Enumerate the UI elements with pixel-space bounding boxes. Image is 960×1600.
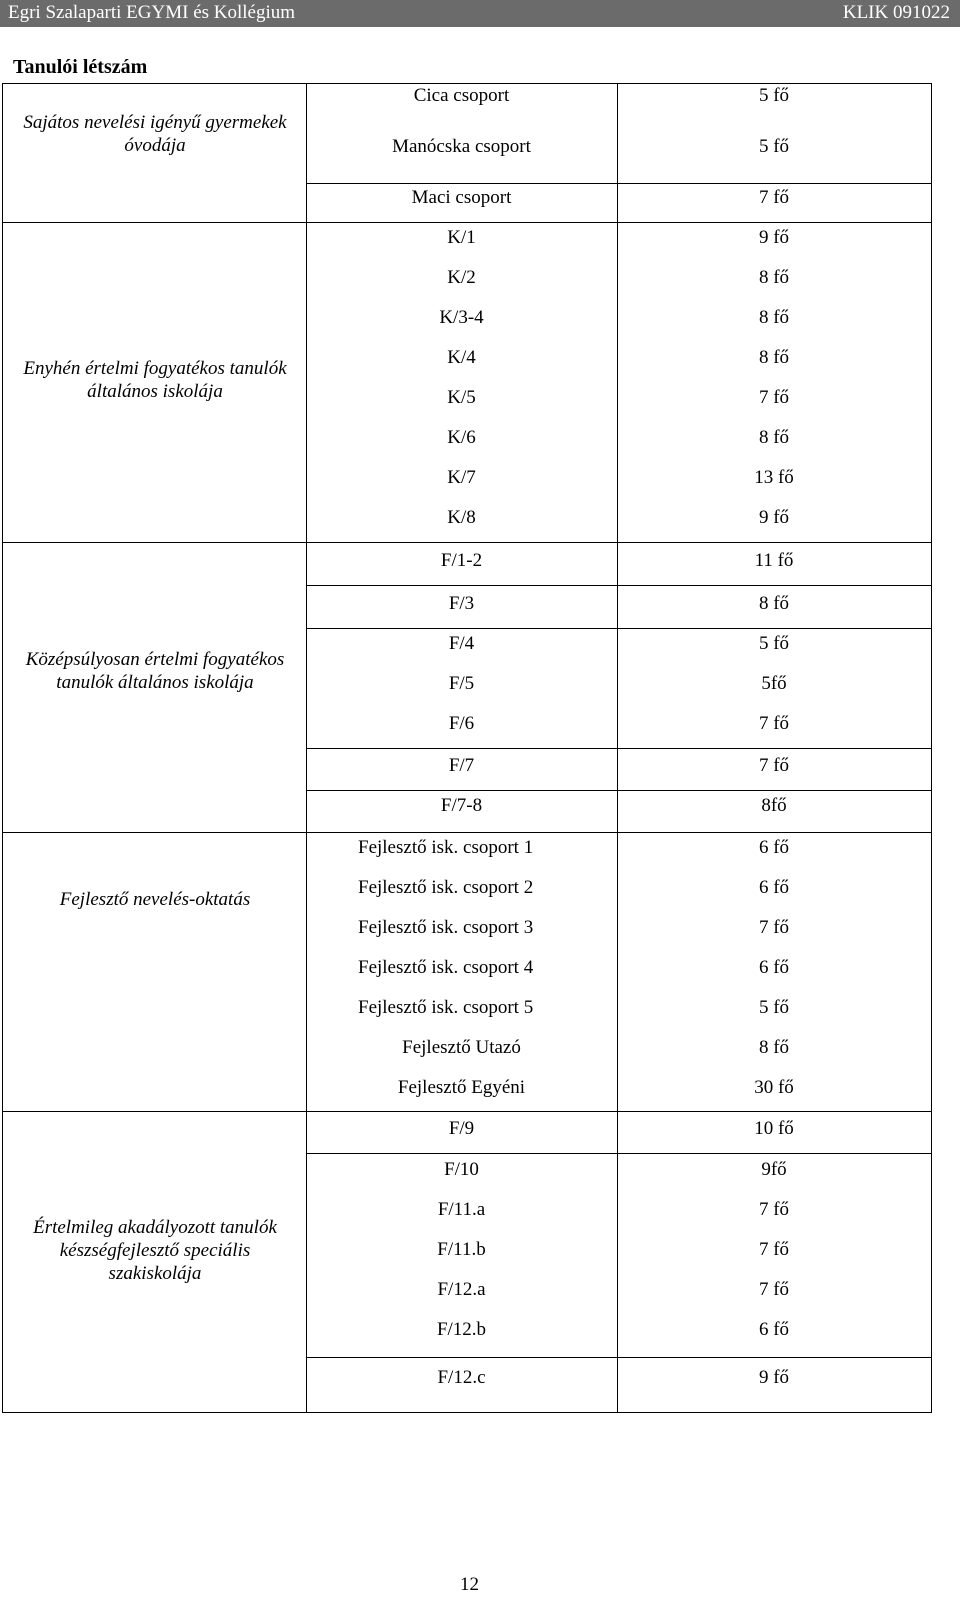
student-count-cell: 6 fő bbox=[758, 957, 790, 978]
group-name-cell: F/11.a bbox=[437, 1199, 486, 1220]
student-count-cell: 6 fő bbox=[758, 1319, 790, 1340]
student-count-cell: 11 fő bbox=[754, 550, 794, 571]
category-moderate-disability-school: Középsúlyosan értelmi fogyatékos tanulók általános iskolája bbox=[25, 649, 285, 693]
row-separator bbox=[306, 183, 932, 184]
table-border-top bbox=[2, 83, 932, 84]
student-count-cell: 7 fő bbox=[758, 387, 790, 408]
student-count-cell: 7 fő bbox=[758, 713, 790, 734]
group-name-cell: K/5 bbox=[447, 387, 476, 408]
student-count-cell: 6 fő bbox=[758, 837, 790, 858]
student-count-cell: 8 fő bbox=[758, 347, 790, 368]
group-name-cell: Cica csoport bbox=[413, 85, 510, 106]
student-count-cell: 8 fő bbox=[758, 267, 790, 288]
group-name-cell: K/1 bbox=[447, 227, 476, 248]
student-count-cell: 6 fő bbox=[758, 877, 790, 898]
group-name-cell: F/12.c bbox=[437, 1367, 486, 1388]
category-skills-vocational-school: Értelmileg akadályozott tanulók készségfejlesztő speciális szakiskolája bbox=[33, 1217, 277, 1284]
group-name-cell: F/9 bbox=[448, 1118, 475, 1139]
table-border-left bbox=[2, 83, 3, 1413]
group-name-cell: F/1-2 bbox=[440, 550, 483, 571]
row-separator bbox=[306, 628, 932, 629]
category-mild-disability-school: Enyhén értelmi fogyatékos tanulók általános iskolája bbox=[23, 358, 287, 402]
group-name-cell: Fejlesztő isk. csoport 2 bbox=[358, 877, 534, 898]
table-border-bottom bbox=[2, 1412, 932, 1413]
row-separator bbox=[306, 748, 932, 749]
header-school-name: Egri Szalaparti EGYMI és Kollégium bbox=[8, 2, 296, 23]
student-count-cell: 5 fő bbox=[758, 997, 790, 1018]
page-number: 12 bbox=[460, 1574, 479, 1595]
student-count-cell: 10 fő bbox=[754, 1118, 794, 1139]
student-count-cell: 9 fő bbox=[758, 227, 790, 248]
row-separator bbox=[2, 1111, 932, 1112]
student-count-cell: 7 fő bbox=[758, 1239, 790, 1260]
student-count-cell: 7 fő bbox=[758, 187, 790, 208]
student-count-cell: 5fő bbox=[761, 673, 787, 694]
group-name-cell: Fejlesztő isk. csoport 1 bbox=[358, 837, 534, 858]
student-count-cell: 9 fő bbox=[758, 1367, 790, 1388]
group-name-cell: F/7-8 bbox=[440, 795, 483, 816]
student-count-cell: 5 fő bbox=[758, 85, 790, 106]
group-name-cell: Fejlesztő Egyéni bbox=[397, 1077, 526, 1098]
student-count-cell: 7 fő bbox=[758, 1199, 790, 1220]
row-separator bbox=[306, 585, 932, 586]
group-name-cell: K/6 bbox=[447, 427, 476, 448]
group-name-cell: F/7 bbox=[448, 755, 475, 776]
category-development-education: Fejlesztő nevelés-oktatás bbox=[59, 889, 251, 910]
group-name-cell: K/2 bbox=[447, 267, 476, 288]
group-name-cell: Fejlesztő Utazó bbox=[402, 1037, 521, 1058]
group-name-cell: F/10 bbox=[444, 1159, 479, 1180]
group-name-cell: K/4 bbox=[447, 347, 476, 368]
student-count-cell: 8 fő bbox=[758, 307, 790, 328]
row-separator bbox=[306, 790, 932, 791]
category-kindergarten: Sajátos nevelési igényű gyermekek óvodája bbox=[23, 112, 287, 156]
student-count-cell: 5 fő bbox=[758, 136, 790, 157]
group-name-cell: Fejlesztő isk. csoport 4 bbox=[358, 957, 534, 978]
section-title: Tanulói létszám bbox=[13, 56, 148, 78]
page-header bbox=[0, 0, 960, 27]
group-name-cell: F/3 bbox=[448, 593, 475, 614]
group-name-cell: F/11.b bbox=[437, 1239, 486, 1260]
student-count-cell: 8fő bbox=[761, 795, 787, 816]
group-name-cell: Fejlesztő isk. csoport 3 bbox=[358, 917, 534, 938]
group-name-cell: Manócska csoport bbox=[392, 136, 531, 157]
student-count-cell: 8 fő bbox=[758, 1037, 790, 1058]
row-separator bbox=[306, 1357, 932, 1358]
header-code: KLIK 091022 bbox=[842, 2, 950, 23]
group-name-cell: Maci csoport bbox=[411, 187, 512, 208]
row-separator bbox=[306, 1153, 932, 1154]
group-name-cell: F/12.b bbox=[436, 1319, 487, 1340]
student-count-cell: 9 fő bbox=[758, 507, 790, 528]
row-separator bbox=[2, 222, 932, 223]
group-name-cell: F/12.a bbox=[437, 1279, 486, 1300]
group-name-cell: K/3-4 bbox=[439, 307, 484, 328]
group-name-cell: F/4 bbox=[448, 633, 475, 654]
row-separator bbox=[2, 832, 932, 833]
student-count-cell: 9fő bbox=[761, 1159, 787, 1180]
student-count-cell: 8 fő bbox=[758, 427, 790, 448]
student-count-cell: 7 fő bbox=[758, 755, 790, 776]
student-count-cell: 30 fő bbox=[754, 1077, 794, 1098]
student-count-cell: 13 fő bbox=[754, 467, 794, 488]
group-name-cell: F/6 bbox=[448, 713, 475, 734]
student-count-cell: 7 fő bbox=[758, 1279, 790, 1300]
group-name-cell: K/8 bbox=[447, 507, 476, 528]
group-name-cell: F/5 bbox=[448, 673, 475, 694]
group-name-cell: Fejlesztő isk. csoport 5 bbox=[358, 997, 534, 1018]
student-count-cell: 5 fő bbox=[758, 633, 790, 654]
group-name-cell: K/7 bbox=[447, 467, 476, 488]
student-count-cell: 7 fő bbox=[758, 917, 790, 938]
student-count-cell: 8 fő bbox=[758, 593, 790, 614]
row-separator bbox=[2, 542, 932, 543]
